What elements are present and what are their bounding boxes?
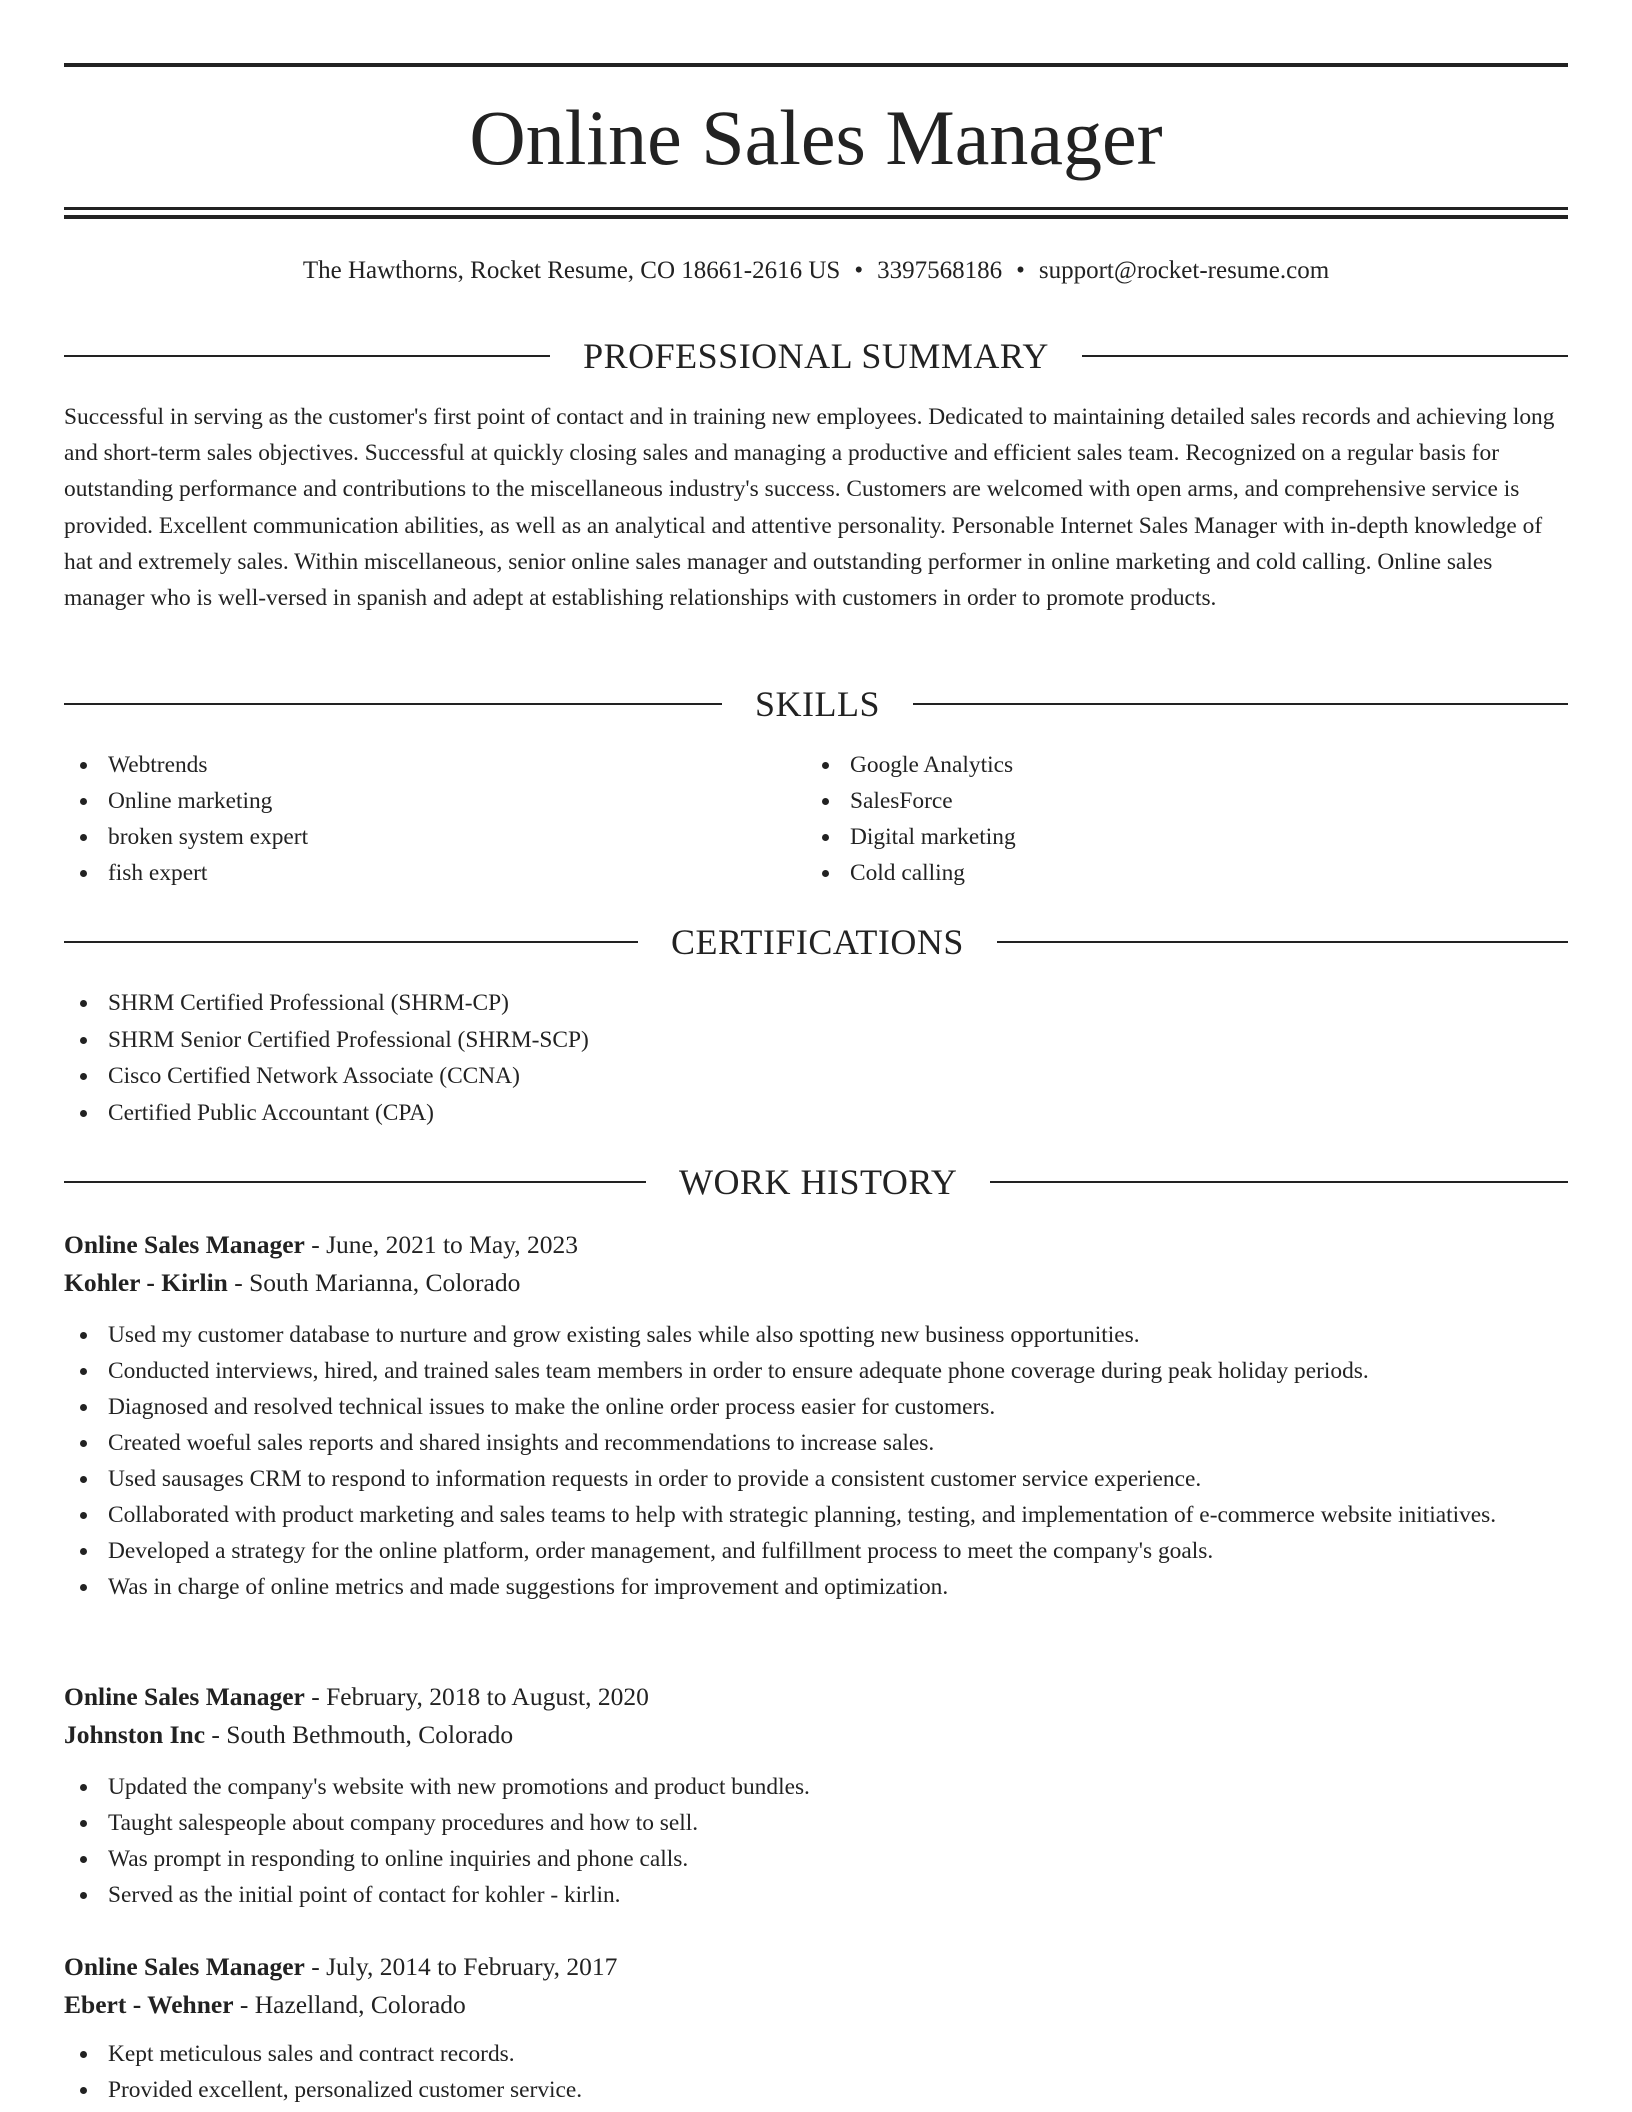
job-duty: Kept meticulous sales and contract records. — [64, 2036, 1568, 2072]
job-location: - South Bethmouth, Colorado — [205, 1720, 514, 1749]
certification-item: SHRM Senior Certified Professional (SHRM-SCP) — [64, 1022, 1568, 1059]
job-duty: Was in charge of online metrics and made suggestions for improvement and optimization. — [64, 1569, 1568, 1605]
job-duty: Used sausages CRM to respond to information requests in order to provide a consistent customer service experience. — [64, 1461, 1568, 1497]
job-duty: Taught salespeople about company procedures and how to sell. — [64, 1805, 1568, 1841]
job-dates: - February, 2018 to August, 2020 — [304, 1682, 649, 1711]
heading-rule-left — [64, 703, 722, 705]
job-duties — [64, 1769, 1568, 1913]
heading-rule-right — [1082, 355, 1568, 357]
job-location: - South Marianna, Colorado — [227, 1268, 521, 1297]
skill-item: Digital marketing — [806, 819, 1506, 855]
job-entry — [64, 1226, 1568, 1605]
contact-address: The Hawthorns, Rocket Resume, CO 18661-2616 US — [302, 257, 841, 284]
job-company-line — [64, 1716, 1568, 1754]
job-title: Online Sales Manager — [64, 1682, 305, 1711]
job-duty: Developed a strategy for the online platform, order management, and fulfillment process to meet the company's goals. — [64, 1533, 1568, 1569]
summary-heading-label: PROFESSIONAL SUMMARY — [583, 336, 1049, 376]
work-history-heading-label: WORK HISTORY — [679, 1162, 958, 1202]
skill-item: Online marketing — [64, 783, 764, 819]
skills-list-left — [64, 747, 764, 891]
skills-heading-label: SKILLS — [755, 684, 881, 724]
job-company: Ebert - Wehner — [64, 1990, 234, 2019]
summary-heading — [64, 334, 1568, 378]
skills-column-right — [806, 747, 1506, 891]
contact-line — [64, 254, 1568, 288]
summary-text: Successful in serving as the customer's first point of contact and in training new employees. Dedicated to maintaining detailed sales records and achieving long and short-term sales objectives. Successful at quickly closing sales and managing a productive and efficient sales team. Recognized on a regular basis for outstanding performance and contributions to the miscellaneous industry's success. Customers are welcomed with open arms, and comprehensive service is provided. Excellent communication abilities, as well as an analytical and attentive personality. Personable Internet Sales Manager with in-depth knowledge of hat and extremely sales. Within miscellaneous, senior online sales manager and outstanding performer in online marketing and cold calling. Online sales manager who is well-versed in spanish and adept at establishing relationships with customers in order to promote products. — [64, 404, 1555, 612]
title-rule-upper — [64, 207, 1568, 210]
skill-item: Webtrends — [64, 747, 764, 783]
job-duties — [64, 2036, 1568, 2108]
certifications-list — [64, 985, 1568, 1132]
job-entry — [64, 1948, 1568, 2108]
skill-item: SalesForce — [806, 783, 1506, 819]
job-dates: - July, 2014 to February, 2017 — [304, 1952, 618, 1981]
title-rule-lower — [64, 215, 1568, 219]
heading-rule-left — [64, 355, 550, 357]
job-duty: Conducted interviews, hired, and trained sales team members in order to ensure adequate phone coverage during peak holiday periods. — [64, 1353, 1568, 1389]
job-company: Johnston Inc — [64, 1720, 206, 1749]
certification-item: Certified Public Accountant (CPA) — [64, 1095, 1568, 1132]
job-title-line — [64, 1226, 1568, 1264]
heading-rule-right — [990, 1181, 1568, 1183]
skills-list-right — [806, 747, 1506, 891]
skill-item: fish expert — [64, 855, 764, 891]
certification-item: Cisco Certified Network Associate (CCNA) — [64, 1058, 1568, 1095]
job-duty: Updated the company's website with new promotions and product bundles. — [64, 1769, 1568, 1805]
job-duty: Collaborated with product marketing and sales teams to help with strategic planning, testing, and implementation of e-commerce website initiatives. — [64, 1497, 1568, 1533]
job-entry — [64, 1678, 1568, 1913]
contact-separator: • — [854, 257, 864, 284]
job-duty: Diagnosed and resolved technical issues to make the online order process easier for customers. — [64, 1389, 1568, 1425]
skills-column-left — [64, 747, 764, 891]
job-company-line — [64, 1264, 1568, 1302]
job-duty: Used my customer database to nurture and grow existing sales while also spotting new business opportunities. — [64, 1317, 1568, 1353]
skill-item: broken system expert — [64, 819, 764, 855]
skill-item: Google Analytics — [806, 747, 1506, 783]
job-duties — [64, 1317, 1568, 1605]
job-dates: - June, 2021 to May, 2023 — [304, 1230, 578, 1259]
heading-rule-left — [64, 1181, 646, 1183]
page-title: Online Sales Manager — [469, 94, 1163, 181]
job-duty: Was prompt in responding to online inquiries and phone calls. — [64, 1841, 1568, 1877]
job-title-line — [64, 1948, 1568, 1986]
contact-email: support@rocket-resume.com — [1038, 257, 1330, 284]
certification-item: SHRM Certified Professional (SHRM-CP) — [64, 985, 1568, 1022]
heading-rule-left — [64, 941, 638, 943]
heading-rule-right — [997, 941, 1568, 943]
job-duty: Served as the initial point of contact for kohler - kirlin. — [64, 1877, 1568, 1913]
job-company: Kohler - Kirlin — [64, 1268, 228, 1297]
top-rule — [64, 63, 1568, 67]
job-company-line — [64, 1986, 1568, 2024]
job-title: Online Sales Manager — [64, 1230, 305, 1259]
contact-separator: • — [1016, 257, 1025, 284]
job-location: - Hazelland, Colorado — [233, 1990, 466, 2019]
job-title-line — [64, 1678, 1568, 1716]
skills-heading — [64, 682, 1568, 726]
job-duty: Created woeful sales reports and shared insights and recommendations to increase sales. — [64, 1425, 1568, 1461]
skill-item: Cold calling — [806, 855, 1506, 891]
certifications-heading-label: CERTIFICATIONS — [671, 922, 964, 962]
job-title: Online Sales Manager — [64, 1952, 305, 1981]
certifications-block — [64, 985, 1568, 1132]
work-history-heading — [64, 1160, 1568, 1204]
certifications-heading — [64, 920, 1568, 964]
contact-phone: 3397568186 — [877, 257, 1003, 284]
heading-rule-right — [913, 703, 1568, 705]
job-duty: Provided excellent, personalized customer service. — [64, 2072, 1568, 2108]
